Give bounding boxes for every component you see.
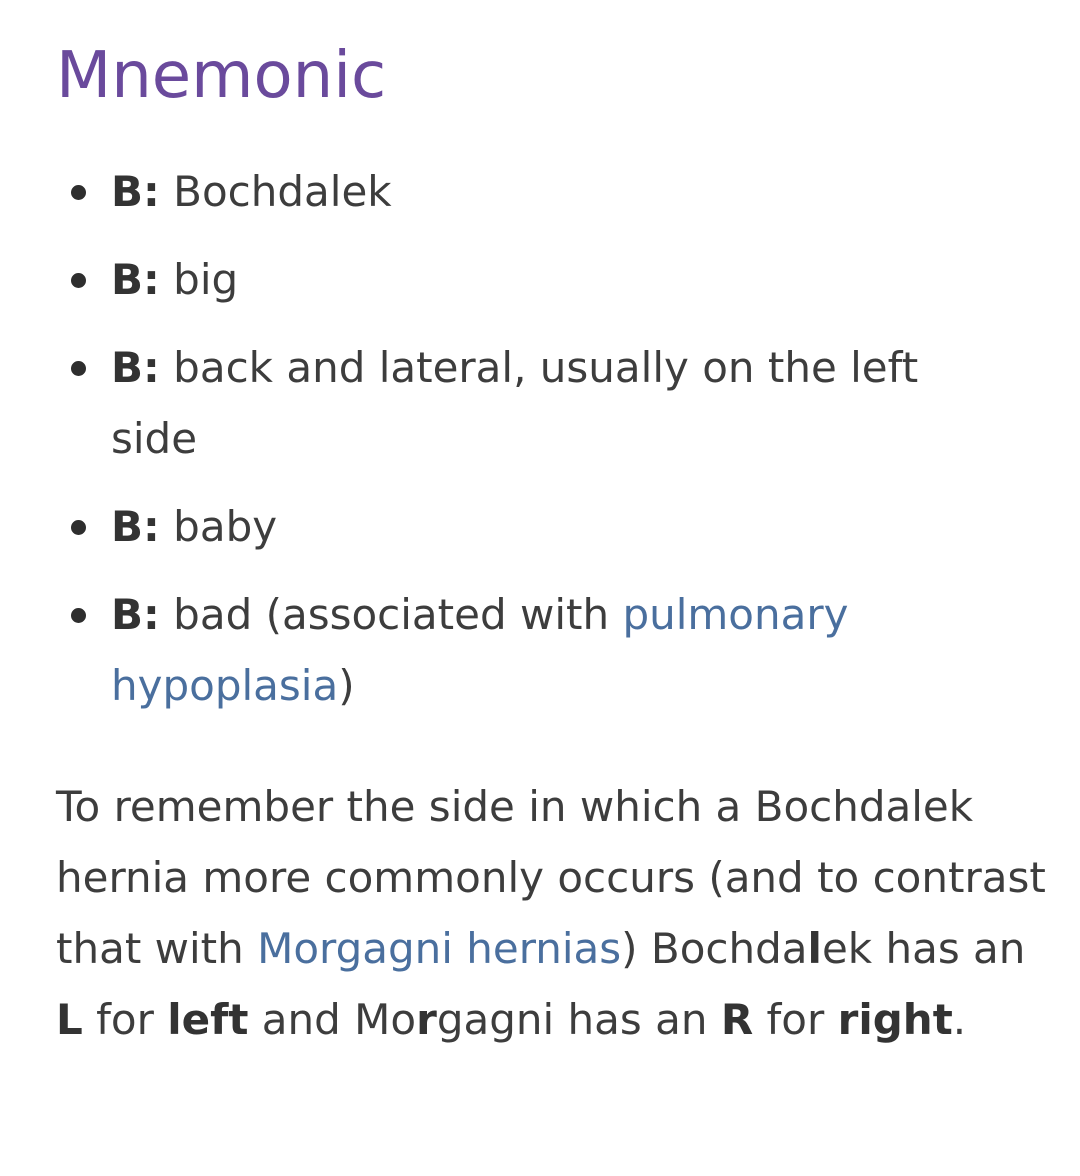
list-item [56,332,941,474]
note-text: ek has an [821,924,1026,973]
note-text: . [952,995,967,1044]
list-item [56,156,941,227]
item-text: Bochdalek [173,167,392,216]
note-text: gagni has an [436,995,721,1044]
mnemonic-note [56,771,1046,1055]
bullet-icon [71,185,86,200]
note-text: for [82,995,168,1044]
item-text-after: ) [338,661,355,710]
morgagni-hernias-link[interactable]: Morgagni hernias [257,924,622,973]
mnemonic-list [56,156,1046,721]
bullet-icon [71,361,86,376]
note-bold-R: R [720,995,754,1044]
item-letter: B: [111,255,160,304]
note-bold-left: left [167,995,249,1044]
note-bold-r: r [416,995,437,1044]
item-letter: B: [111,343,160,392]
pulmonary-hypoplasia-link[interactable]: pulmonary hypoplasia [111,590,849,710]
item-text: baby [173,502,278,551]
bullet-icon [71,608,86,623]
note-bold-L: L [56,995,83,1044]
list-item [56,579,941,721]
article-content [56,0,1046,1055]
item-letter: B: [111,167,160,216]
item-text: big [173,255,239,304]
list-item [56,491,941,562]
bullet-icon [71,273,86,288]
list-item [56,244,941,315]
note-bold-l: l [807,924,822,973]
note-text: and Mo [248,995,417,1044]
item-text: back and lateral, usually on the left side [111,343,919,463]
note-text: for [753,995,838,1044]
item-text-before: bad (associated with [173,590,623,639]
note-text: To remember the side in which a Bochdalek hernia more commonly occurs (and to contrast that with [56,782,1046,973]
note-bold-right: right [837,995,953,1044]
section-title: Mnemonic [56,39,387,113]
bullet-icon [71,520,86,535]
item-letter: B: [111,590,160,639]
item-letter: B: [111,502,160,551]
note-text: Bochda [650,924,808,973]
note-text: ) [621,924,651,973]
